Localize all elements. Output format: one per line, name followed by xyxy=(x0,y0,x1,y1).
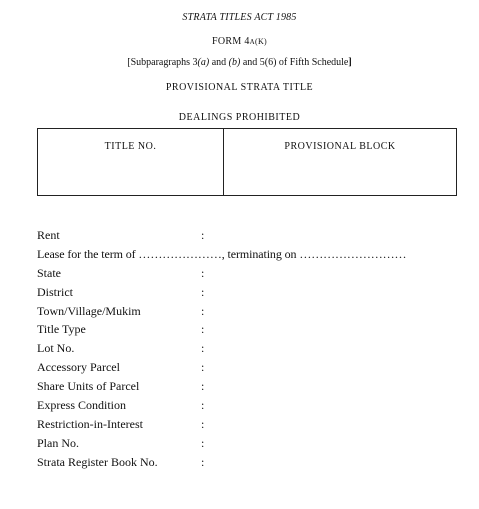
form-suffix: A xyxy=(249,38,255,46)
field-label: Lease for the term of …………………, terminating on ……………………… xyxy=(37,246,407,261)
field-label: Town/Village/Mukim xyxy=(37,303,141,318)
field-label: Title Type xyxy=(37,322,86,337)
field-label: Share Units of Parcel xyxy=(37,379,140,394)
dealings-prohibited: DEALINGS PROHIBITED xyxy=(178,112,301,123)
field-town xyxy=(37,302,467,321)
field-lease xyxy=(37,245,467,264)
field-strata-register xyxy=(37,453,467,472)
title-no-label: TITLE NO. xyxy=(104,141,157,152)
subparagraph-reference xyxy=(0,57,479,68)
form-paren: (K) xyxy=(255,37,268,46)
form-prefix: FORM 4 xyxy=(211,36,250,47)
field-accessory-parcel xyxy=(37,358,467,377)
field-label: State xyxy=(37,265,61,280)
sub-close: ] xyxy=(348,57,352,68)
sub-and: and xyxy=(209,57,229,68)
title-table xyxy=(37,128,457,196)
field-label: Express Condition xyxy=(37,398,126,413)
field-title-type xyxy=(37,320,467,339)
field-express-condition xyxy=(37,396,467,415)
field-colon: : xyxy=(201,416,205,431)
sub-rest: and 5(6) of Fifth Schedule xyxy=(240,57,349,68)
field-label: Rent xyxy=(37,228,60,242)
field-colon: : xyxy=(201,454,205,469)
document-title: PROVISIONAL STRATA TITLE xyxy=(165,82,314,93)
field-district xyxy=(37,283,467,302)
field-share-units xyxy=(37,377,467,396)
field-colon: : xyxy=(201,341,205,356)
field-colon: : xyxy=(201,303,205,318)
field-rent xyxy=(37,226,467,245)
field-colon: : xyxy=(201,322,205,337)
provisional-block-cell xyxy=(224,129,456,195)
field-colon: : xyxy=(201,435,205,450)
field-label: Restriction-in-Interest xyxy=(37,416,143,431)
field-colon: : xyxy=(201,284,205,299)
title-no-cell xyxy=(38,129,224,195)
sub-open: [Subparagraphs 3 xyxy=(127,57,198,68)
field-plan-no xyxy=(37,434,467,453)
sub-b: (b) xyxy=(228,57,241,68)
field-label: Strata Register Book No. xyxy=(37,454,158,469)
particulars-list xyxy=(37,226,467,472)
field-colon: : xyxy=(201,228,205,242)
field-label: District xyxy=(37,284,73,299)
field-restriction xyxy=(37,415,467,434)
form-number xyxy=(0,36,479,47)
field-colon: : xyxy=(201,265,205,280)
act-title: STRATA TITLES ACT 1985 xyxy=(182,12,297,23)
field-label: Lot No. xyxy=(37,341,75,356)
field-colon: : xyxy=(201,379,205,394)
provisional-block-label: PROVISIONAL BLOCK xyxy=(284,141,396,152)
field-label: Accessory Parcel xyxy=(37,360,120,375)
field-state xyxy=(37,264,467,283)
field-lot-no xyxy=(37,339,467,358)
field-colon: : xyxy=(201,360,205,375)
field-colon: : xyxy=(201,398,205,413)
field-label: Plan No. xyxy=(37,435,79,450)
sub-a: (a) xyxy=(197,57,210,68)
